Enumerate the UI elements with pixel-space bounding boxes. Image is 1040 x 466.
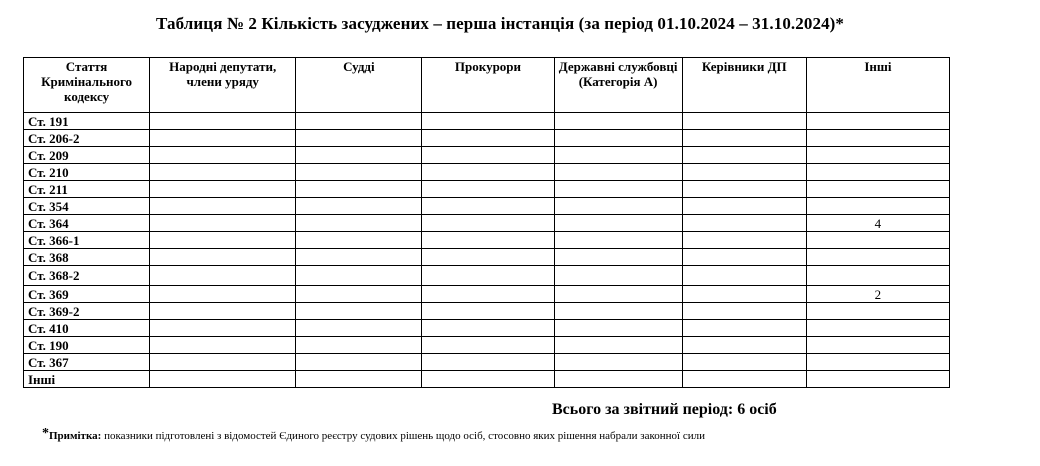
value-cell	[150, 303, 296, 320]
value-cell	[554, 232, 682, 249]
value-cell	[554, 198, 682, 215]
value-cell	[422, 249, 554, 266]
value-cell	[150, 164, 296, 181]
value-cell	[554, 249, 682, 266]
value-cell	[150, 147, 296, 164]
value-cell	[682, 181, 806, 198]
value-cell	[682, 266, 806, 286]
value-cell	[422, 215, 554, 232]
value-cell	[806, 320, 949, 337]
value-cell	[806, 249, 949, 266]
article-cell: Інші	[24, 371, 150, 388]
value-cell	[682, 337, 806, 354]
value-cell	[150, 198, 296, 215]
article-cell: Ст. 369	[24, 286, 150, 303]
value-cell	[296, 286, 422, 303]
value-cell	[554, 266, 682, 286]
footnote-text: показники підготовлені з відомостей Єдиного реєстру судових рішень щодо осіб, стосовно яких рішення набрали законної сили	[101, 430, 705, 442]
convictions-table	[23, 57, 950, 388]
value-cell	[296, 130, 422, 147]
value-cell	[554, 113, 682, 130]
article-cell: Ст. 191	[24, 113, 150, 130]
value-cell	[150, 371, 296, 388]
value-cell	[554, 320, 682, 337]
value-cell	[296, 181, 422, 198]
value-cell	[296, 320, 422, 337]
value-cell	[296, 303, 422, 320]
value-cell	[296, 232, 422, 249]
article-cell: Ст. 368-2	[24, 266, 150, 286]
value-cell	[422, 320, 554, 337]
table-row	[24, 147, 950, 164]
value-cell	[806, 303, 949, 320]
value-cell	[806, 181, 949, 198]
value-cell	[150, 113, 296, 130]
table-row	[24, 286, 950, 303]
value-cell	[682, 198, 806, 215]
value-cell	[422, 164, 554, 181]
article-cell: Ст. 206-2	[24, 130, 150, 147]
value-cell	[422, 147, 554, 164]
value-cell	[296, 198, 422, 215]
value-cell	[682, 164, 806, 181]
value-cell	[554, 286, 682, 303]
value-cell	[296, 354, 422, 371]
value-cell	[296, 215, 422, 232]
table-row	[24, 249, 950, 266]
footnote-label: Примітка:	[49, 430, 102, 442]
table-row	[24, 181, 950, 198]
value-cell	[554, 181, 682, 198]
value-cell	[150, 266, 296, 286]
value-cell	[422, 337, 554, 354]
value-cell	[806, 147, 949, 164]
value-cell	[554, 303, 682, 320]
value-cell	[422, 286, 554, 303]
value-cell	[422, 303, 554, 320]
value-cell	[682, 320, 806, 337]
table-row	[24, 337, 950, 354]
column-header-judges: Судді	[296, 58, 422, 113]
column-header-prosecutors: Прокурори	[422, 58, 554, 113]
value-cell: 4	[806, 215, 949, 232]
value-cell	[682, 215, 806, 232]
article-cell: Ст. 210	[24, 164, 150, 181]
value-cell	[682, 354, 806, 371]
value-cell	[422, 198, 554, 215]
table-row	[24, 215, 950, 232]
value-cell	[554, 164, 682, 181]
value-cell	[422, 130, 554, 147]
article-cell: Ст. 364	[24, 215, 150, 232]
value-cell	[682, 286, 806, 303]
article-cell: Ст. 410	[24, 320, 150, 337]
value-cell	[554, 215, 682, 232]
value-cell	[150, 286, 296, 303]
value-cell	[806, 198, 949, 215]
value-cell	[150, 337, 296, 354]
value-cell	[806, 232, 949, 249]
value-cell	[422, 266, 554, 286]
value-cell	[806, 113, 949, 130]
table-row	[24, 164, 950, 181]
value-cell	[296, 371, 422, 388]
article-cell: Ст. 190	[24, 337, 150, 354]
column-header-civil-servants: Державні службовці (Категорія А)	[554, 58, 682, 113]
table-row	[24, 320, 950, 337]
value-cell	[682, 232, 806, 249]
value-cell	[150, 215, 296, 232]
value-cell	[554, 371, 682, 388]
value-cell	[422, 371, 554, 388]
value-cell	[554, 130, 682, 147]
footnote	[42, 426, 705, 442]
value-cell	[150, 320, 296, 337]
value-cell	[150, 249, 296, 266]
value-cell	[150, 181, 296, 198]
value-cell	[150, 130, 296, 147]
value-cell	[296, 337, 422, 354]
value-cell	[806, 164, 949, 181]
value-cell	[554, 337, 682, 354]
table-row	[24, 266, 950, 286]
column-header-enterprise-heads: Керівники ДП	[682, 58, 806, 113]
header-row	[24, 58, 950, 113]
value-cell	[682, 130, 806, 147]
value-cell	[296, 113, 422, 130]
value-cell	[554, 354, 682, 371]
value-cell	[422, 354, 554, 371]
article-cell: Ст. 369-2	[24, 303, 150, 320]
total-summary: Всього за звітний період: 6 осіб	[552, 401, 777, 418]
value-cell	[296, 147, 422, 164]
article-cell: Ст. 368	[24, 249, 150, 266]
article-cell: Ст. 366-1	[24, 232, 150, 249]
value-cell	[806, 371, 949, 388]
column-header-deputies: Народні депутати, члени уряду	[150, 58, 296, 113]
value-cell	[150, 354, 296, 371]
value-cell	[806, 354, 949, 371]
value-cell: 2	[806, 286, 949, 303]
table-row	[24, 113, 950, 130]
table-row	[24, 303, 950, 320]
value-cell	[682, 113, 806, 130]
value-cell	[296, 266, 422, 286]
value-cell	[422, 232, 554, 249]
value-cell	[682, 147, 806, 164]
value-cell	[806, 337, 949, 354]
value-cell	[682, 249, 806, 266]
column-header-others: Інші	[806, 58, 949, 113]
value-cell	[422, 181, 554, 198]
table-row	[24, 232, 950, 249]
article-cell: Ст. 354	[24, 198, 150, 215]
value-cell	[296, 164, 422, 181]
table-row	[24, 130, 950, 147]
value-cell	[682, 371, 806, 388]
value-cell	[296, 249, 422, 266]
value-cell	[554, 147, 682, 164]
column-header-article: Стаття Кримінального кодексу	[24, 58, 150, 113]
footnote-star: *	[42, 426, 49, 441]
value-cell	[150, 232, 296, 249]
table-row	[24, 354, 950, 371]
article-cell: Ст. 367	[24, 354, 150, 371]
table-row	[24, 371, 950, 388]
article-cell: Ст. 209	[24, 147, 150, 164]
value-cell	[806, 266, 949, 286]
value-cell	[422, 113, 554, 130]
article-cell: Ст. 211	[24, 181, 150, 198]
value-cell	[806, 130, 949, 147]
table-title: Таблиця № 2 Кількість засуджених – перша інстанція (за період 01.10.2024 – 31.10.2024)*	[155, 14, 845, 33]
value-cell	[682, 303, 806, 320]
table-row	[24, 198, 950, 215]
